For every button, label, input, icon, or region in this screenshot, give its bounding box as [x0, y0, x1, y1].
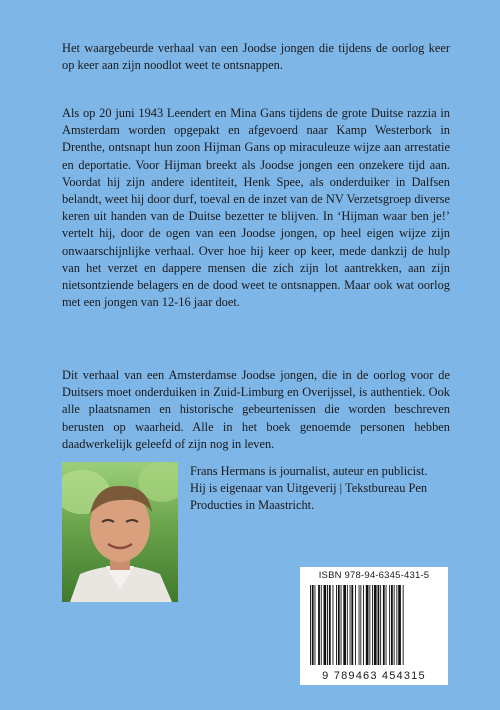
authenticity-paragraph: Dit verhaal van een Amsterdamse Joodse jongen, die in de oorlog voor de Duitsers moet onderduiken in Zuid-Limburg en Overijssel, is authentiek. Ook alle plaatsnamen en historische gebeurtenissen die worden beschreven berusten op waarheid. Alle in het boek genoemde personen hebben daadwerkelijk geleefd of zijn nog in leven.	[62, 368, 450, 451]
barcode-bar	[347, 585, 348, 665]
barcode-bar	[378, 585, 380, 665]
barcode-bar	[374, 585, 377, 665]
isbn-label: ISBN 978-94-6345-431-5	[318, 570, 430, 581]
barcode-bar	[396, 585, 397, 665]
barcode-bar	[312, 585, 314, 665]
intro-paragraph: Het waargebeurde verhaal van een Joodse jongen die tijdens de oorlog keer op keer aan zijn noodlot weet te ontsnappen.	[62, 41, 450, 73]
author-portrait-illustration	[62, 462, 178, 602]
story-paragraph: Als op 20 juni 1943 Leendert en Mina Gans tijdens de grote Duitse razzia in Amsterdam worden opgepakt en afgevoerd naar Kamp Westerbork in Drenthe, ontsnapt hun zoon Hijman Gans op miraculeuze wijze aan arrestatie en deportatie. Voor Hijman breekt als Joodse jongen een onzekere tijd aan. Voordat hij zijn andere identiteit, Henk Spee, als onderduiker in Dalfsen belandt, weet hij door durf, toeval en de inzet van de NV Verzetsgroep diverse keren uit handen van de Duitse bezetter te blijven. In ‘Hijman waar ben je!’ vertelt hij, door de ogen van een Joodse jongen, op heel eigen wijze zijn onwaarschijnlijke verhaal. Over hoe hij keer op keer, mede dankzij de hulp van het verzet en dappere mensen die zich zijn lot aantrekken, aan zijn nietsontziende belagers en de dood weet te ontsnappen. Maar ook wat oorlog met een jongen van 12-16 jaar doet.	[62, 106, 450, 310]
barcode-bar	[351, 585, 353, 665]
barcode-bar	[366, 585, 369, 665]
author-photo	[62, 462, 178, 602]
barcode-bar	[386, 585, 387, 665]
barcode-bars	[308, 585, 440, 665]
barcode-bar	[350, 585, 351, 665]
barcode-bar	[372, 585, 373, 665]
barcode-bar	[315, 585, 316, 665]
barcode-bar	[336, 585, 337, 665]
barcode-bar	[369, 585, 370, 665]
barcode-bar	[355, 585, 356, 665]
barcode-bar	[359, 585, 360, 665]
barcode-bar	[321, 585, 322, 665]
barcode-bar	[324, 585, 327, 665]
barcode-digits: 9 789463 454315	[322, 670, 426, 682]
barcode-bar	[363, 585, 364, 665]
barcode-bar	[398, 585, 401, 665]
barcode-bar	[380, 585, 381, 665]
barcode-bar	[327, 585, 328, 665]
barcode-bar	[310, 585, 311, 665]
barcode-bar	[394, 585, 395, 665]
barcode-bar	[338, 585, 340, 665]
barcode-bar	[318, 585, 320, 665]
barcode-bar	[383, 585, 385, 665]
barcode-bar	[333, 585, 334, 665]
isbn-barcode	[300, 567, 448, 685]
barcode-bar	[343, 585, 346, 665]
barcode-bar	[360, 585, 361, 665]
barcode-bar	[329, 585, 331, 665]
barcode-bar	[389, 585, 390, 665]
barcode-bar	[391, 585, 393, 665]
barcode-bar	[403, 585, 404, 665]
author-bio: Frans Hermans is journalist, auteur en publicist. Hij is eigenaar van Uitgeverij | Tekstbureau Pen Producties in Maastricht.	[190, 464, 428, 513]
barcode-bar	[341, 585, 342, 665]
